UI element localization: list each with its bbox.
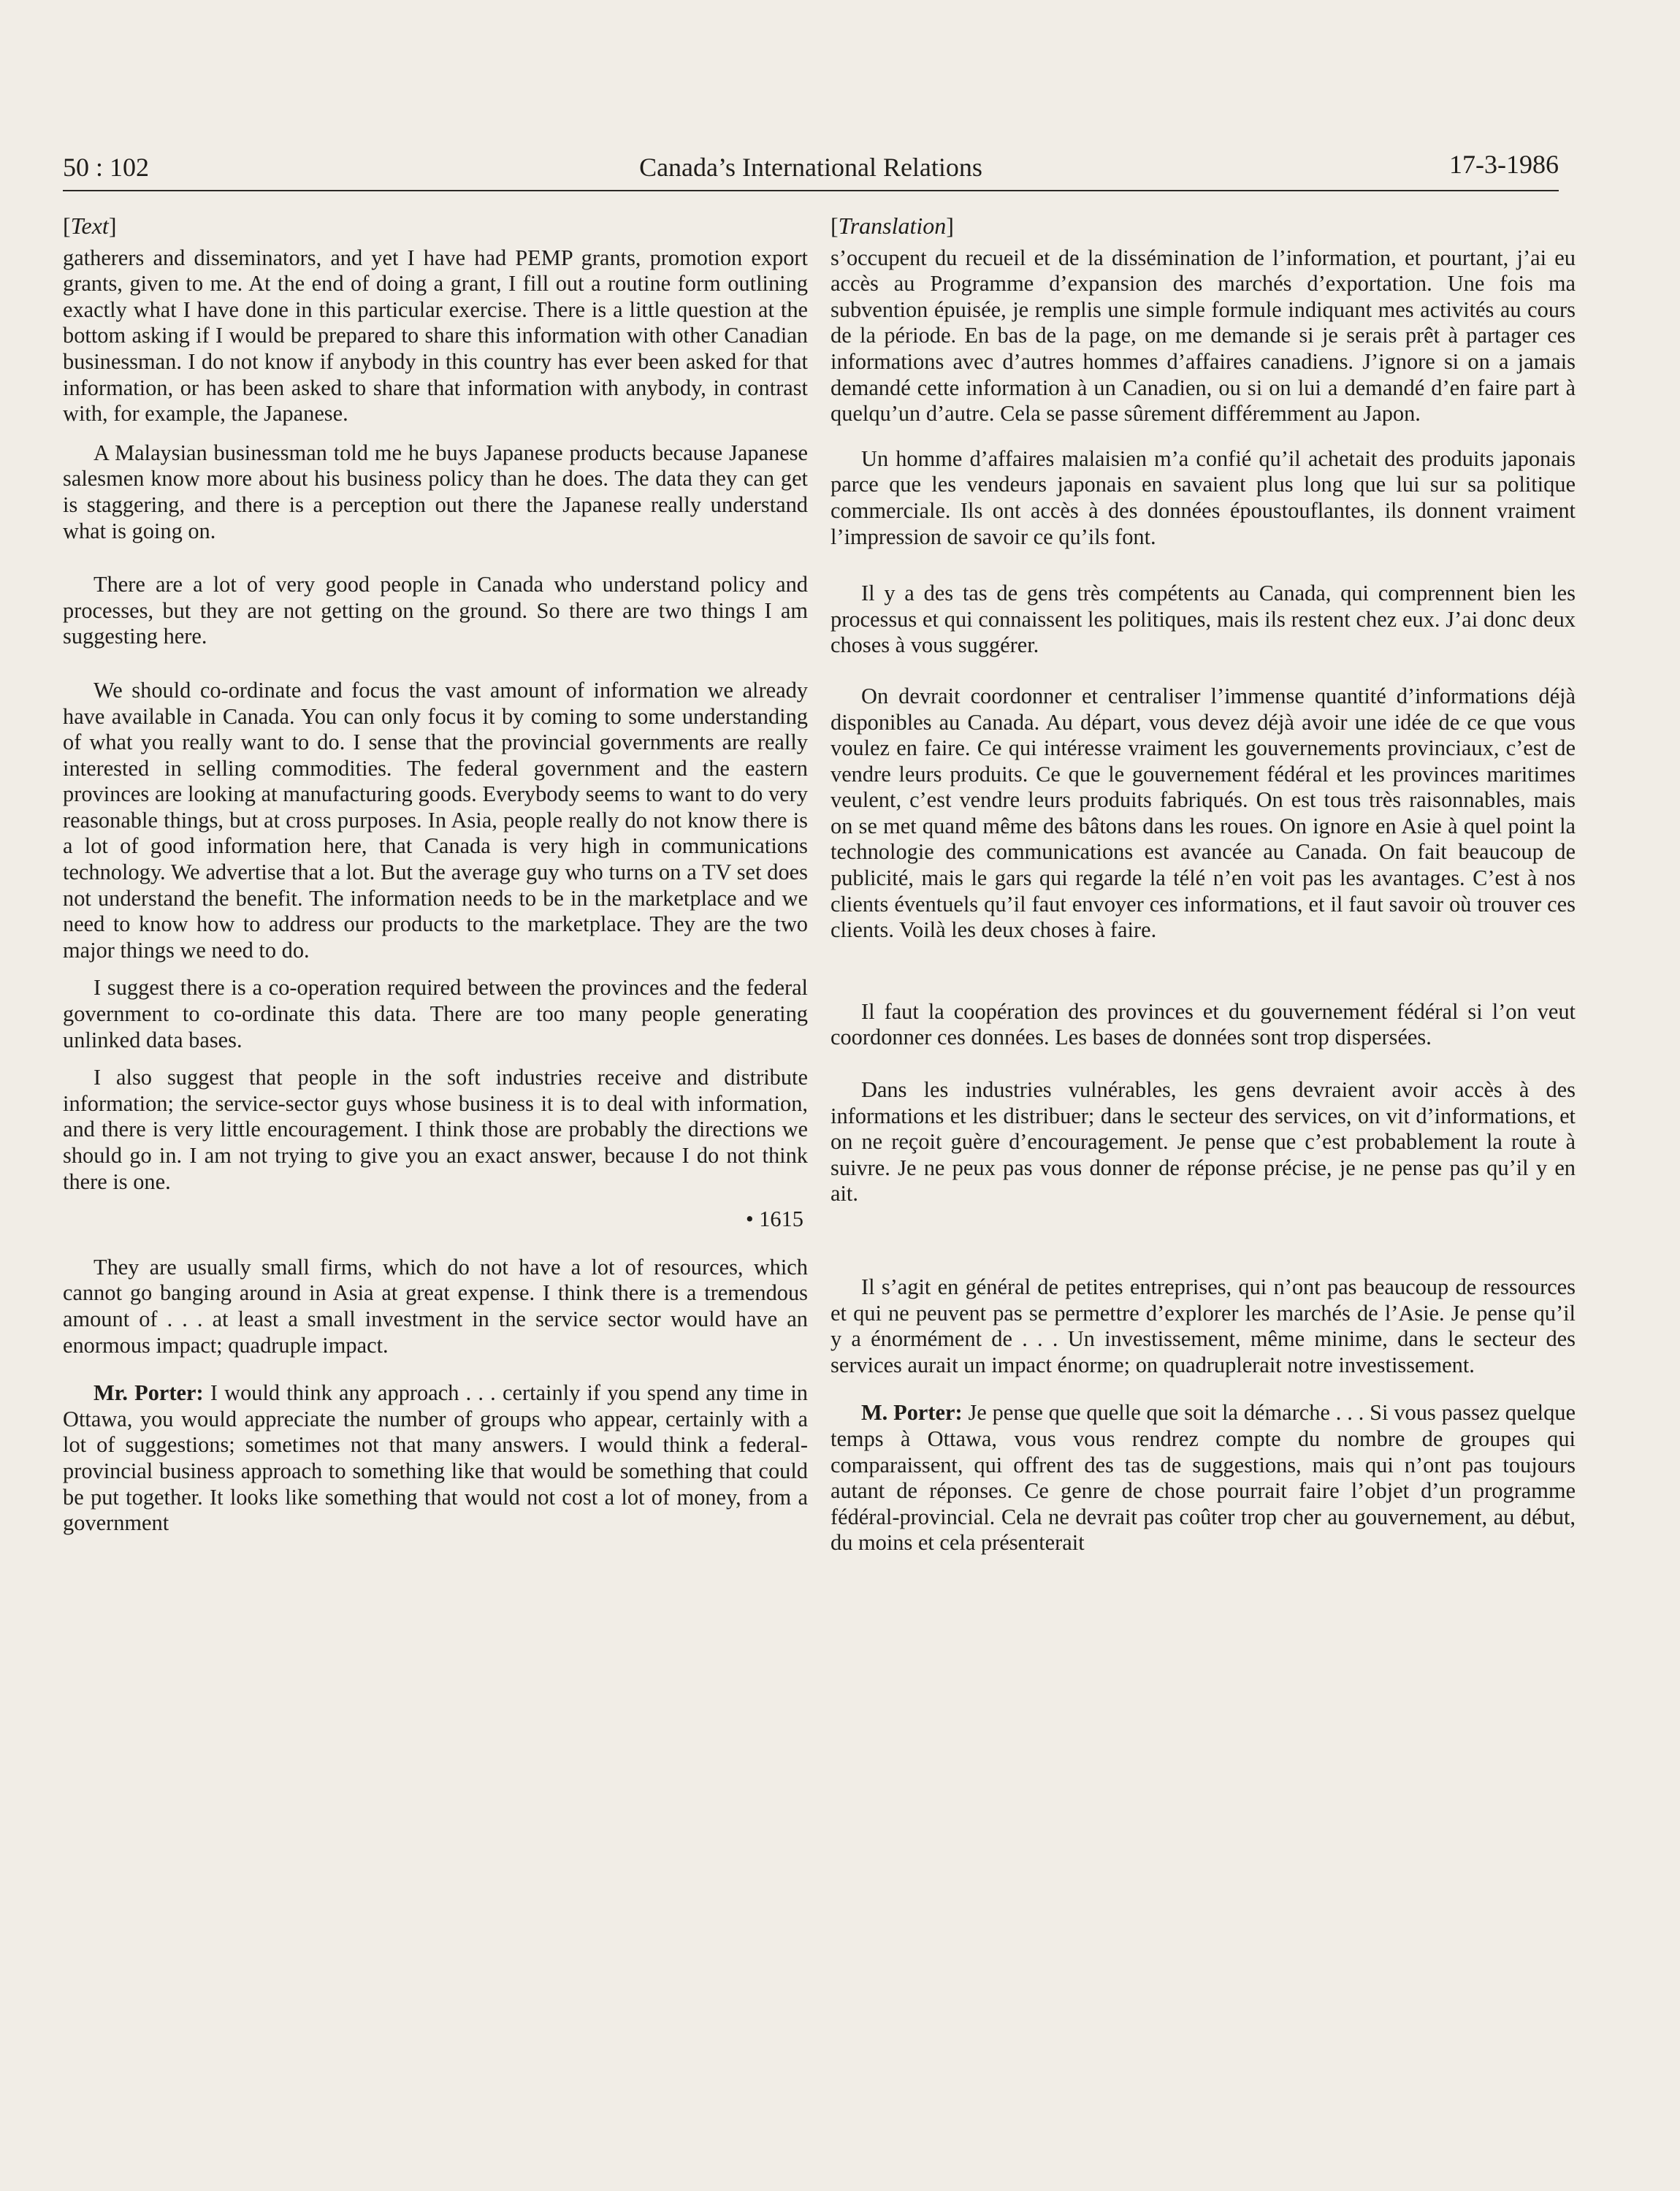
paragraph: A Malaysian businessman told me he buys Japanese products because Japanese salesmen know more about his business policy than he does. The data they can get is staggering, and there is a perception out there the Japanese really understand what is going on. [63, 440, 808, 543]
paragraph: Il y a des tas de gens très compétents au Canada, qui comprennent bien les processus et qui connaissent les politiques, mais ils restent chez eux. J’ai donc deux choses à vous suggérer. [831, 581, 1576, 658]
paragraph: We should co-ordinate and focus the vast amount of information we already have available in Canada. You can only focus it by coming to some understanding of what you really want to do. I sense that the provincial governments are really interested in selling commodities. The federal government and the eastern provinces are looking at manufacturing goods. Everybody seems to want to do very reasonable things, but at cross purposes. In Asia, people really do not know there is a lot of good information here, that Canada is very high in communications technology. We advertise that a lot. But the average guy who turns on a TV set does not understand the benefit. The information needs to be in the marketplace and we need to know how to address our products to the marketplace. They are the two major things we need to do. [63, 677, 808, 963]
page-header [63, 146, 1559, 190]
paragraph: There are a lot of very good people in Canada who understand policy and processes, but they are not getting on the ground. So there are two things I am suggesting here. [63, 572, 808, 649]
paragraph: I also suggest that people in the soft industries receive and distribute information; the service-sector guys whose business it is to deal with information, and there is very little encouragement. I think those are probably the directions we should go in. I am not trying to give you an exact answer, because I do not think there is one. [63, 1065, 808, 1194]
paragraph: Un homme d’affaires malaisien m’a confié qu’il achetait des produits japonais parce que les vendeurs japonais en savaient plus long que lui sur sa politique commerciale. Ils ont accès à des données époustouflantes, ils donnent vraiment l’impression de savoir ce qu’ils font. [831, 446, 1576, 549]
paragraph [63, 1380, 808, 1537]
french-column [831, 213, 1576, 1556]
speech-text: I would think any approach . . . certainly if you spend any time in Ottawa, you would appreciate the number of groups who appear, certainly with a lot of suggestions; sometimes not that many answers. I would think a federal-provincial business approach to something like that would be something that could be put together. It looks like something that would not cost a lot of money, from a government [63, 1380, 808, 1536]
paragraph: Il faut la coopération des provinces et du gouvernement fédéral si l’on veut coordonner ces données. Les bases de données sont trop dispersées. [831, 998, 1576, 1050]
speech-text: Je pense que quelle que soit la démarche . . . Si vous passez quelque temps à Ottawa, vous vous rendrez compte du nombre de groupes qui comparaissent, qui offrent des tas de suggestions, mais qui n’ont pas toujours autant de réponses. Ce genre de chose pourrait faire l’objet d’un programme fédéral-provincial. Cela ne devrait pas coûter trop cher au gouvernement, au début, du moins et cela présenterait [831, 1400, 1576, 1556]
language-label: [Translation] [831, 213, 954, 239]
paragraph: Dans les industries vulnérables, les gens devraient avoir accès à des informations et les distribuer; dans le secteur des services, on vit d’informations, et on ne reçoit guère d’encouragement. Je pense que c’est probablement la route à suivre. Je ne peux pas vous donner de réponse précise, je ne pense pas qu’il y en ait. [831, 1077, 1576, 1207]
language-label: [Text] [63, 213, 117, 239]
time-marker: • 1615 [745, 1207, 803, 1232]
paragraph: gatherers and disseminators, and yet I have had PEMP grants, promotion export grants, given to me. At the end of doing a grant, I fill out a routine form outlining exactly what I have done in this particular exercise. There is a little question at the bottom asking if I would be prepared to share this information with other Canadian businessman. I do not know if anybody in this country has ever been asked for that information, or has been asked to share that information with anybody, in contrast with, for example, the Japanese. [63, 245, 808, 427]
page-date: 17-3-1986 [1449, 150, 1559, 179]
paragraph: On devrait coordonner et centraliser l’immense quantité d’informations déjà disponibles au Canada. Au départ, vous devez déjà avoir une idée de ce que vous voulez en faire. Ce qui intéresse vraiment les gouvernements provinciaux, c’est de vendre leurs produits. Ce que le gouvernement fédéral et les provinces maritimes veulent, c’est vendre leurs produits fabriqués. On est tous très raisonnables, mais on se met quand même des bâtons dans les roues. On ignore en Asie à quel point la technologie des communications est avancée au Canada. On fait beaucoup de publicité, mais le gars qui regarde la télé n’en voit pas les avantages. C’est à nos clients éventuels qu’il faut envoyer ces informations, et il faut savoir où trouver ces clients. Voilà les deux choses à faire. [831, 683, 1576, 943]
paragraph: s’occupent du recueil et de la dissémination de l’information, et pourtant, j’ai eu accès au Programme d’expansion des marchés d’exportation. Une fois ma subvention épuisée, je remplis une simple formule indiquant mes activités au cours de la période. En bas de la page, on me demande si je serais prêt à partager ces informations avec d’autres hommes d’affaires canadiens. J’ignore si on a jamais demandé cette information à un Canadien, ou si on lui a demandé d’en faire part à quelqu’un d’autre. Cela se passe sûrement différemment au Japon. [831, 245, 1576, 427]
header-rule [63, 190, 1559, 191]
english-column [63, 213, 808, 1537]
paragraph: Il s’agit en général de petites entreprises, qui n’ont pas beaucoup de ressources et qui ne peuvent pas se permettre d’explorer les marchés de l’Asie. Je pense qu’il y a énormément de . . . Un investissement, même minime, dans le secteur des services aurait un impact énorme; on quadruplerait notre investissement. [831, 1274, 1576, 1377]
paragraph: They are usually small firms, which do not have a lot of resources, which cannot go banging around in Asia at great expense. I think there is a tremendous amount of . . . at least a small investment in the service sector would have an enormous impact; quadruple impact. [63, 1254, 808, 1358]
page-number: 50 : 102 [63, 153, 150, 182]
paragraph: I suggest there is a co-operation required between the provinces and the federal government to co-ordinate this data. There are too many people generating unlinked data bases. [63, 975, 808, 1052]
page-title: Canada’s International Relations [639, 153, 982, 182]
paragraph [831, 1400, 1576, 1556]
speaker-name: M. Porter: [861, 1400, 963, 1426]
speaker-name: Mr. Porter: [93, 1380, 204, 1406]
